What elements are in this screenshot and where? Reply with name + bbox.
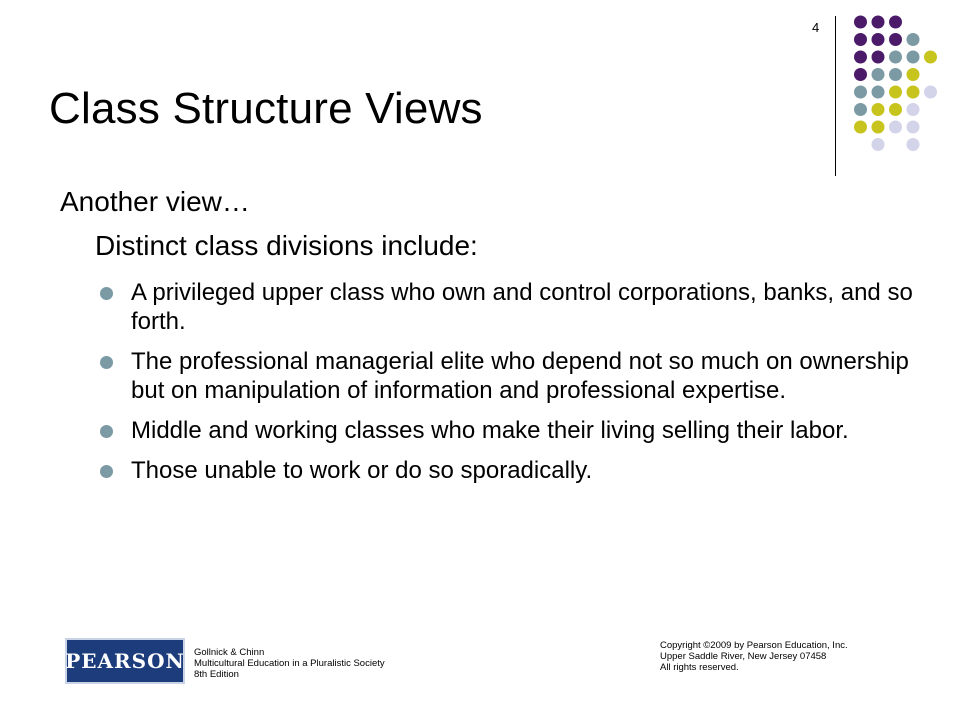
decorative-dot bbox=[854, 51, 867, 64]
decorative-dot bbox=[924, 51, 937, 64]
slide-title: Class Structure Views bbox=[49, 84, 483, 133]
footer-copyright bbox=[660, 640, 848, 673]
decorative-dot bbox=[907, 68, 920, 81]
slide-subheading: Another view… bbox=[60, 186, 250, 217]
footer-authors: Gollnick & Chinn bbox=[194, 647, 265, 658]
bullet-item bbox=[100, 456, 920, 485]
decorative-dot bbox=[889, 16, 902, 29]
decorative-dot bbox=[907, 51, 920, 64]
decorative-dot bbox=[854, 68, 867, 81]
bullet-list bbox=[100, 278, 920, 496]
bullet-icon bbox=[100, 425, 113, 438]
decorative-dot bbox=[872, 16, 885, 29]
logo-text: PEARSON bbox=[65, 649, 185, 673]
decorative-dot bbox=[889, 86, 902, 99]
decorative-dot bbox=[854, 86, 867, 99]
header-divider bbox=[835, 16, 836, 176]
decorative-dot bbox=[889, 68, 902, 81]
decorative-dot bbox=[854, 121, 867, 134]
decorative-dot bbox=[872, 86, 885, 99]
decorative-dot bbox=[889, 33, 902, 46]
copyright-line: Copyright ©2009 by Pearson Education, Inc. bbox=[660, 640, 848, 651]
decorative-dot bbox=[907, 103, 920, 116]
footer-book-title: Multicultural Education in a Pluralistic Society bbox=[194, 658, 385, 669]
pearson-logo bbox=[65, 638, 185, 684]
copyright-rights: All rights reserved. bbox=[660, 662, 739, 673]
decorative-dot bbox=[872, 121, 885, 134]
decorative-dot bbox=[854, 16, 867, 29]
decorative-dot bbox=[907, 138, 920, 151]
bullet-text: The professional managerial elite who depend not so much on ownership but on manipulation of information and professional expertise. bbox=[131, 348, 909, 404]
bullet-item bbox=[100, 347, 920, 405]
slide-lead-text: Distinct class divisions include: bbox=[95, 230, 478, 261]
decorative-dot bbox=[854, 103, 867, 116]
decorative-dot bbox=[924, 86, 937, 99]
decorative-dot bbox=[872, 33, 885, 46]
decorative-dot bbox=[907, 33, 920, 46]
bullet-item bbox=[100, 278, 920, 336]
decorative-dot bbox=[872, 103, 885, 116]
bullet-text: Middle and working classes who make their living selling their labor. bbox=[131, 417, 849, 444]
decorative-dot bbox=[907, 121, 920, 134]
decorative-dot bbox=[872, 138, 885, 151]
decorative-dot bbox=[889, 51, 902, 64]
bullet-item bbox=[100, 416, 920, 445]
decorative-dot bbox=[889, 121, 902, 134]
copyright-address: Upper Saddle River, New Jersey 07458 bbox=[660, 651, 827, 662]
footer-book-info bbox=[194, 647, 385, 680]
bullet-icon bbox=[100, 356, 113, 369]
decorative-dot bbox=[854, 33, 867, 46]
bullet-text: A privileged upper class who own and control corporations, banks, and so forth. bbox=[131, 279, 913, 335]
slide-number: 4 bbox=[812, 20, 820, 35]
decorative-dot bbox=[889, 103, 902, 116]
decorative-dot bbox=[872, 68, 885, 81]
bullet-text: Those unable to work or do so sporadically. bbox=[131, 457, 593, 484]
bullet-icon bbox=[100, 465, 113, 478]
footer-edition: 8th Edition bbox=[194, 669, 239, 680]
bullet-icon bbox=[100, 287, 113, 300]
decorative-dot bbox=[907, 86, 920, 99]
decorative-dot bbox=[872, 51, 885, 64]
